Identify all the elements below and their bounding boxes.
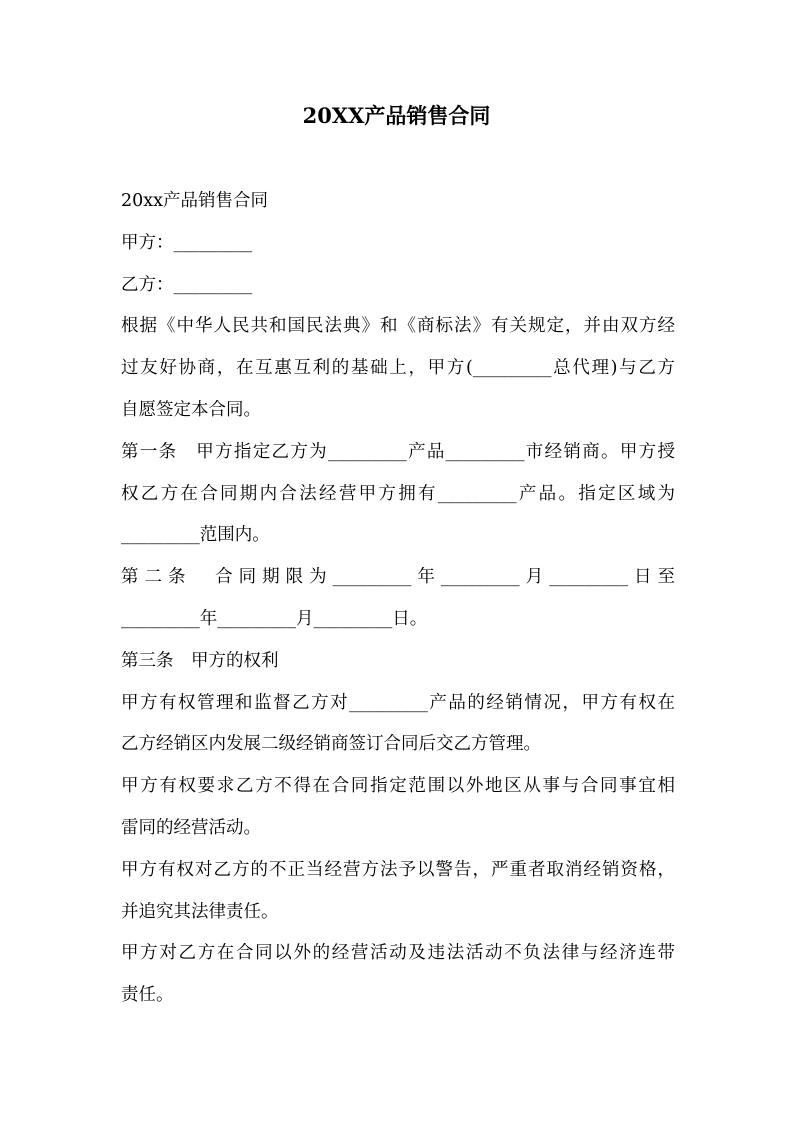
text-line: 雷同的经营活动。 bbox=[121, 817, 261, 838]
text-line: _________范围内。 bbox=[121, 525, 270, 546]
text-line: _________年_________月_________日。 bbox=[121, 608, 428, 629]
text-line: 甲方有权管理和监督乙方对_________产品的经销情况，甲方有权在 bbox=[121, 692, 675, 713]
text-line: 甲方对乙方在合同以外的经营活动及违法活动不负法律与经济连带 bbox=[121, 943, 675, 964]
text-line: 过友好协商，在互惠互利的基础上，甲方(_________总代理)与乙方 bbox=[121, 358, 675, 379]
document-title: 20XX产品销售合同 bbox=[302, 103, 491, 128]
text-line: 乙方：_________ bbox=[121, 274, 253, 295]
text-line: 第一条 甲方指定乙方为_________产品_________市经销商。甲方授 bbox=[121, 441, 675, 462]
text-line: 第三条 甲方的权利 bbox=[121, 650, 279, 671]
text-line: 第二条 合同期限为_________年_________月_________日至 bbox=[121, 567, 675, 588]
text-line: 并追究其法律责任。 bbox=[121, 901, 279, 922]
text-line: 责任。 bbox=[121, 985, 174, 1006]
text-line: 乙方经销区内发展二级经销商签订合同后交乙方管理。 bbox=[121, 734, 541, 755]
text-line: 甲方有权对乙方的不正当经营方法予以警告，严重者取消经销资格， bbox=[121, 859, 675, 880]
text-line: 自愿签定本合同。 bbox=[121, 399, 261, 420]
text-line: 甲方有权要求乙方不得在合同指定范围以外地区从事与合同事宜相 bbox=[121, 776, 675, 797]
text-line: 权乙方在合同期内合法经营甲方拥有_________产品。指定区域为 bbox=[121, 483, 675, 504]
text-line: 根据《中华人民共和国民法典》和《商标法》有关规定，并由双方经 bbox=[121, 316, 675, 337]
text-line: 20xx产品销售合同 bbox=[121, 191, 269, 211]
document-body bbox=[121, 183, 675, 1019]
text-line: 甲方：_________ bbox=[121, 232, 253, 253]
